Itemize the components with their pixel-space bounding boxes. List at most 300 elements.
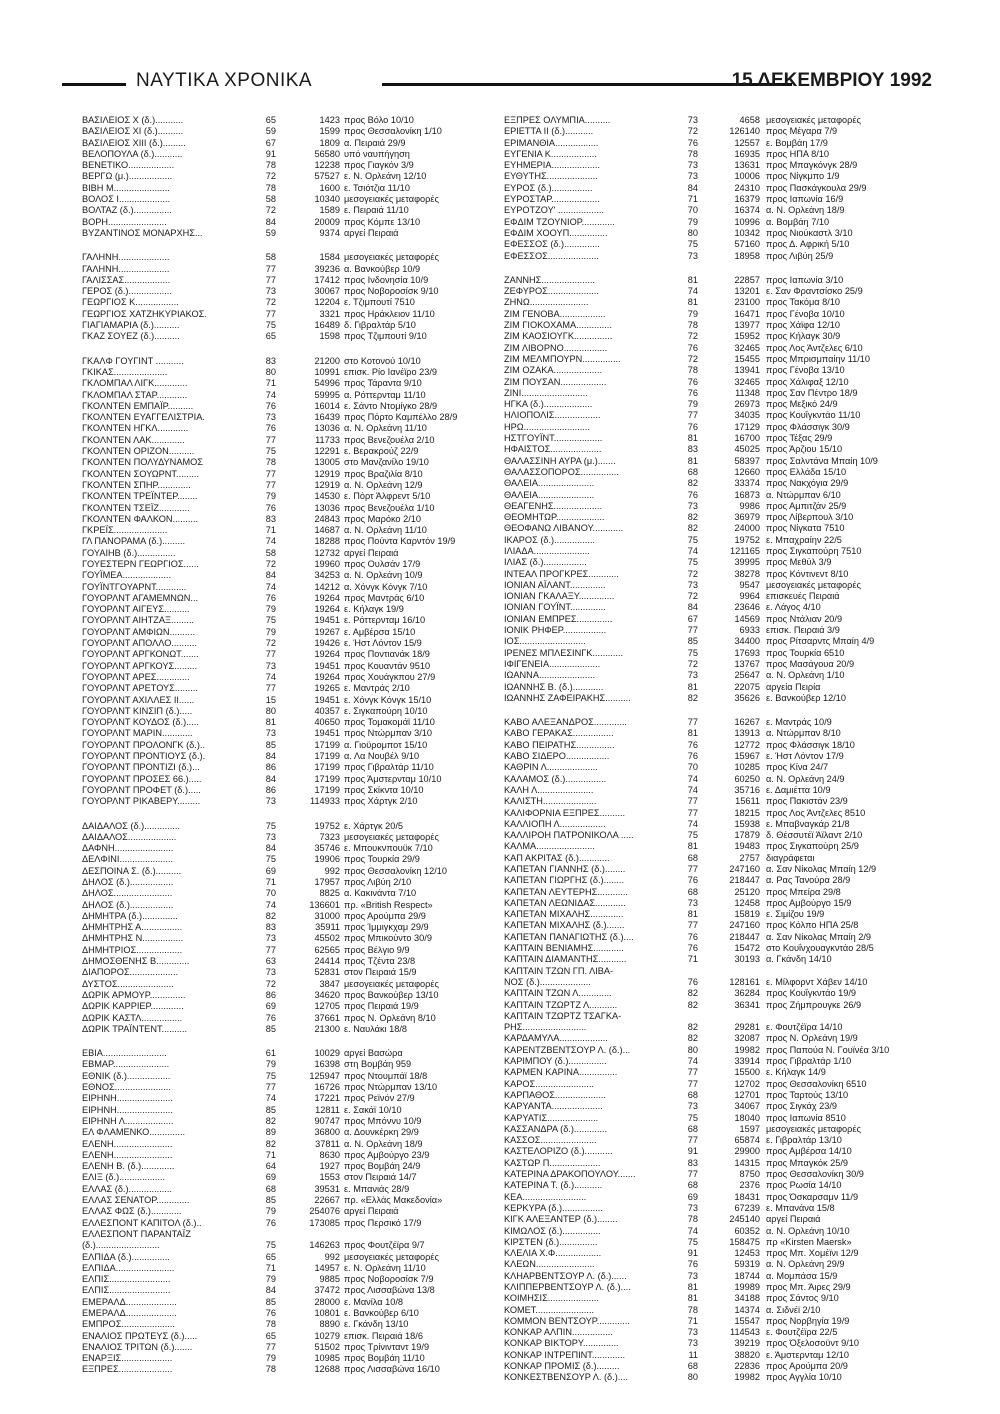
build-year: 71 bbox=[265, 877, 276, 887]
build-year: 71 bbox=[265, 378, 276, 389]
ship-name: ΚΟΙΜΗΣΙΣ.................... bbox=[504, 1293, 599, 1304]
build-year: 74 bbox=[687, 784, 698, 795]
ship-status: προς Ν. Ορλεάνη 19/9 bbox=[766, 1033, 858, 1044]
ship-status: ε. Χάρτγκ 20/5 bbox=[344, 820, 403, 831]
build-year: 84 bbox=[687, 182, 698, 193]
tonnage: 65874 bbox=[734, 1135, 760, 1146]
ship-name: ΚΑΠΤΑΙΝ ΤΖΩΝ Λ............. bbox=[504, 988, 612, 999]
ship-name: ΚΑΡΔΑΜΥΛΑ................... bbox=[504, 1033, 608, 1044]
ship-name: ΚΟΜΕΤ....................... bbox=[504, 1304, 595, 1315]
tonnage: 15455 bbox=[734, 353, 760, 364]
ship-status: ε. Βερακρούζ 22/9 bbox=[344, 446, 419, 457]
tonnage: 10342 bbox=[734, 227, 760, 238]
ship-status: προς Γιβραλτάρ 1/10 bbox=[766, 1056, 852, 1067]
ship-status: προς Σαν Πέντρο 18/9 bbox=[766, 387, 858, 398]
tonnage: 17412 bbox=[314, 274, 340, 285]
ship-name: ΚΙΡΣΤΕΝ (δ.)............... bbox=[504, 1236, 598, 1247]
tonnage: 33374 bbox=[734, 478, 760, 489]
ship-status: ε. Χόνγκ Κόνγκ 15/10 bbox=[344, 694, 432, 705]
ship-status: προς Μπείρα 29/8 bbox=[766, 886, 841, 897]
ship-name: ΓΟΥΕΣΤΕΡΝ ΓΕΩΡΓΙΟΣ...... bbox=[82, 558, 199, 569]
ship-status: προς Νορβηγία 19/9 bbox=[766, 1315, 850, 1326]
build-year: 73 bbox=[687, 115, 698, 125]
ship-status: α. Ν. Ορλεάνη 29/9 bbox=[766, 1259, 845, 1270]
build-year: 75 bbox=[687, 239, 698, 250]
ship-name: ΚΑΛΑΜΟΣ (δ.)................ bbox=[504, 773, 607, 784]
ship-name: ΔΗΜΗΤΡΑ (δ.).............. bbox=[82, 910, 178, 921]
build-year: 77 bbox=[265, 649, 276, 660]
tonnage: 36800 bbox=[314, 1127, 340, 1138]
build-year: 82 bbox=[687, 999, 698, 1010]
tonnage: 11733 bbox=[315, 434, 340, 445]
ship-name: ΕΥΓΕΝΙΑ Κ.................. bbox=[504, 148, 597, 159]
ship-name: ΚΑΛΛΙΟΠΗ Λ.................. bbox=[504, 818, 606, 829]
build-year: 68 bbox=[687, 886, 698, 897]
tonnage: 13913 bbox=[734, 728, 760, 739]
ship-name: ΓΙΑΓΙΑΜΑΡΙΑ (δ.).......... bbox=[82, 320, 180, 331]
ship-status: πρ «Kirsten Maersk» bbox=[766, 1236, 852, 1247]
tonnage: 35626 bbox=[734, 692, 760, 703]
ship-status: προς Περσικό 17/9 bbox=[344, 1217, 422, 1228]
tonnage: 13977 bbox=[734, 320, 760, 331]
build-year: 82 bbox=[687, 1033, 698, 1044]
tonnage: 39531 bbox=[314, 1183, 340, 1194]
ship-name: ΚΑΡΥΑΤΙΣ.................... bbox=[504, 1112, 599, 1123]
ship-status: προς Ρεϊνόν 27/9 bbox=[344, 1093, 415, 1104]
tonnage: 13941 bbox=[734, 365, 760, 376]
ship-name: ΖΗΝΩ....................... bbox=[504, 297, 589, 308]
build-year: 73 bbox=[265, 831, 276, 842]
ship-status: μεσογειακές μεταφορές bbox=[766, 1123, 861, 1134]
tonnage: 34253 bbox=[314, 570, 340, 581]
tonnage: 18040 bbox=[734, 1112, 760, 1123]
ship-name: ΔΩΡΙΚ ΑΡΜΟΥΡ.............. bbox=[82, 989, 186, 1000]
tonnage: 19264 bbox=[314, 592, 340, 603]
ship-name: ΚΕΑ......................... bbox=[504, 1191, 587, 1202]
tonnage: 992 bbox=[324, 865, 340, 876]
ship-name: ΙΟΝΙΑΝ ΓΚΑΛΑΞΥ.............. bbox=[504, 591, 615, 602]
ship-status: ε. Λάγος 4/10 bbox=[766, 602, 821, 613]
build-year: 76 bbox=[687, 342, 698, 353]
tonnage: 24310 bbox=[734, 182, 760, 193]
tonnage: 39995 bbox=[734, 557, 760, 568]
ship-name: ΘΑΛΕΙΑ...................... bbox=[504, 489, 595, 500]
ship-name: ΕΙΡΗΝΗ Λ................... bbox=[82, 1115, 174, 1126]
ship-name: ΗΡΩ.......................... bbox=[504, 421, 590, 432]
ship-name: ΓΚΟΛΝΤΕΝ ΣΠΗΡ............. bbox=[82, 479, 191, 490]
ship-name: ΚΑΠΕΤΑΝ ΜΙΧΑΛΗΣ............. bbox=[504, 909, 624, 920]
ship-name: ΚΑΛΙΣΤΗ..................... bbox=[504, 796, 597, 807]
ship-name: ΚΑΠΕΤΑΝ ΛΕΥΤΕΡΗΣ............ bbox=[504, 886, 628, 897]
tonnage: 114933 bbox=[310, 796, 340, 807]
build-year: 72 bbox=[687, 126, 698, 137]
tonnage: 60250 bbox=[734, 773, 760, 784]
tonnage: 51502 bbox=[314, 1341, 340, 1352]
ship-status: προς Άμστερνταμ 10/10 bbox=[344, 773, 442, 784]
build-year: 65 bbox=[265, 1330, 276, 1341]
ship-status: προς Θεσσαλονίκη 12/10 bbox=[344, 865, 447, 876]
ship-name: ΕΒΙΑ......................... bbox=[82, 1048, 167, 1059]
ship-name: ΓΚΟΛΝΤΕΝ ΗΓΚΛ............ bbox=[82, 423, 189, 434]
ship-status: μεσογειακές μεταφορές bbox=[344, 831, 439, 842]
build-year: 71 bbox=[687, 1315, 698, 1326]
build-year: 84 bbox=[265, 216, 276, 227]
tonnage: 15938 bbox=[734, 818, 760, 829]
build-year: 71 bbox=[687, 194, 698, 205]
ship-status: ε. Σαν Φραντσίσκο 25/9 bbox=[766, 286, 863, 297]
ship-status: προς Ντουμπάϊ 18/8 bbox=[344, 1070, 428, 1081]
build-year: 76 bbox=[687, 931, 698, 942]
ship-name: ΚΑΠΕΤΑΝ ΜΙΧΑΛΗΣ (δ.)....... bbox=[504, 920, 625, 931]
ship-name: ΔΩΡΙΚ ΤΡΑΪΝΤΕΝΤ.......... bbox=[82, 1023, 188, 1034]
tonnage: 19982 bbox=[734, 1372, 760, 1383]
build-year: 67 bbox=[687, 613, 698, 624]
ship-status: προς Τάραντα 9/10 bbox=[344, 378, 422, 389]
tonnage: 19906 bbox=[314, 854, 340, 865]
ship-status: προς Μπρισμπαίην 11/10 bbox=[766, 353, 871, 364]
ship-status: πρ. «British Respect» bbox=[344, 899, 433, 910]
build-year: 75 bbox=[687, 1236, 698, 1247]
build-year: 77 bbox=[265, 944, 276, 955]
build-year: 82 bbox=[265, 1138, 276, 1149]
ship-name: ΙΚΑΡΟΣ (δ.)................ bbox=[504, 534, 595, 545]
ship-name: ΓΟΥΟΡΛΝΤ ΑΡΓΚΟΥΣ......... bbox=[82, 660, 198, 671]
tonnage: 19426 bbox=[314, 638, 340, 649]
tonnage: 60352 bbox=[734, 1225, 760, 1236]
build-year: 70 bbox=[687, 205, 698, 216]
tonnage: 25120 bbox=[734, 886, 760, 897]
ship-status: α. Μομπάσα 15/9 bbox=[766, 1270, 838, 1281]
ship-status: α. Σαν Νίκολας Μπαίη 12/9 bbox=[766, 864, 877, 874]
ship-status: προς Πούντα Καρντόν 19/9 bbox=[344, 536, 456, 547]
tonnage: 38278 bbox=[734, 568, 760, 579]
tonnage: 34400 bbox=[734, 636, 760, 647]
ship-status: προς Μέγαρα 7/9 bbox=[766, 126, 838, 137]
build-year: 65 bbox=[265, 115, 276, 125]
build-year: 74 bbox=[265, 536, 276, 547]
ship-name: ΖΙΜ ΚΑΟΣΙΟΥΓΚ............... bbox=[504, 331, 613, 342]
ship-status: μεσογειακές μεταφορές bbox=[344, 252, 439, 263]
tonnage: 19960 bbox=[314, 558, 340, 569]
ship-name: ΔΗΜΟΣΘΕΝΗΣ Β............. bbox=[82, 956, 190, 967]
ship-name: ΚΛΗΑΡΒΕΝΤΣΟΥΡ Λ. (δ.)...... bbox=[504, 1270, 627, 1281]
build-year: 73 bbox=[687, 160, 698, 171]
tonnage: 17221 bbox=[314, 1093, 340, 1104]
build-year: 69 bbox=[687, 1191, 698, 1202]
ship-name: ΓΚΛΟΜΠΑΛ ΣΤΑΡ............ bbox=[82, 389, 188, 400]
build-year: 78 bbox=[687, 365, 698, 376]
build-year: 72 bbox=[265, 978, 276, 989]
tonnage: 21300 bbox=[314, 1023, 340, 1034]
tonnage: 18288 bbox=[314, 536, 340, 547]
ship-name: ΕΦΔΙΜ ΤΖΟΥΝΙΟΡ............. bbox=[504, 216, 615, 227]
tonnage: 16726 bbox=[314, 1082, 340, 1093]
ship-name: ΕΛΠΙΣ........................ bbox=[82, 1274, 171, 1285]
ship-status: ε. Γκάνδη 13/10 bbox=[344, 1319, 409, 1330]
ship-name: ΕΥΗΜΕΡΙΑ................... bbox=[504, 160, 600, 171]
ship-name: ΚΑΒΟ ΓΕΡΑΚΑΣ................ bbox=[504, 728, 614, 739]
tonnage: 3847 bbox=[319, 978, 340, 989]
build-year: 77 bbox=[687, 1067, 698, 1078]
build-year: 74 bbox=[265, 899, 276, 910]
ship-status: προς Κίνα 24/7 bbox=[766, 762, 829, 773]
build-year: 76 bbox=[687, 376, 698, 387]
ship-status: ε. Μπαβναγκάρ 21/8 bbox=[766, 818, 850, 829]
build-year: 85 bbox=[265, 739, 276, 750]
tonnage: 136601 bbox=[309, 899, 340, 910]
ship-status: επισκ. Πειραιά 3/9 bbox=[766, 625, 840, 636]
ship-name: ΚΕΡΚΥΡΑ (δ.)................ bbox=[504, 1202, 603, 1213]
tonnage: 247160 bbox=[729, 864, 760, 874]
build-year: 91 bbox=[265, 148, 276, 159]
build-year: 72 bbox=[265, 558, 276, 569]
ship-name: ΕΛΕΝΗ....................... bbox=[82, 1138, 173, 1149]
ship-name: ΓΟΥΟΡΛΝΤ ΑΠΟΛΛΟ.......... bbox=[82, 638, 197, 649]
tonnage: 19989 bbox=[734, 1281, 760, 1292]
build-year: 65 bbox=[265, 1251, 276, 1262]
build-year: 67 bbox=[265, 137, 276, 148]
build-year: 81 bbox=[687, 1281, 698, 1292]
tonnage: 21200 bbox=[314, 355, 340, 366]
build-year: 72 bbox=[265, 638, 276, 649]
ship-name: ΕΛΙΞ (δ.).................. bbox=[82, 1172, 166, 1183]
ship-name: ΚΑΒΟ ΑΛΕΞΑΝΔΡΟΣ............. bbox=[504, 717, 627, 728]
build-year: 79 bbox=[265, 604, 276, 615]
ship-status: προς Σάντος 9/10 bbox=[766, 1293, 839, 1304]
ship-status: προς Όσκαρσαμν 11/9 bbox=[766, 1191, 859, 1202]
ship-status: προς Θεσσαλονίκη 30/9 bbox=[766, 1169, 864, 1180]
build-year: 78 bbox=[265, 1364, 276, 1375]
build-year: 15 bbox=[265, 694, 276, 705]
ship-name: ΚΑΛΗ Λ...................... bbox=[504, 784, 594, 795]
tonnage: 218447 bbox=[729, 875, 760, 886]
ship-status: μεσογειακές μεταφορές bbox=[766, 579, 861, 590]
build-year: 75 bbox=[687, 830, 698, 841]
build-year: 68 bbox=[687, 466, 698, 477]
tonnage: 62565 bbox=[314, 944, 340, 955]
tonnage: 10985 bbox=[314, 1353, 340, 1364]
ship-status: προς Αμπιτζάν 25/9 bbox=[766, 500, 847, 511]
tonnage: 1598 bbox=[319, 331, 340, 342]
ship-status: προς Μαρόκο 2/10 bbox=[344, 513, 421, 524]
ship-name: ΓΟΥΟΡΛΝΤ ΠΡΟΝΤΙΟΥΣ (δ.). bbox=[82, 751, 206, 762]
ship-name: ΙΟΝΙΚ ΡΗΦΕΡ................. bbox=[504, 625, 607, 636]
ship-name: ΚΛΕΩΝ....................... bbox=[504, 1259, 595, 1270]
ship-status: προς Βέλγιο 9/9 bbox=[344, 944, 410, 955]
ship-name: ΓΟΥΟΡΛΝΤ ΑΡΕΣ............. bbox=[82, 671, 190, 682]
ship-status: αργεί Πειραιά bbox=[344, 227, 399, 238]
ship-status: α. Ρας Τανούρα 28/9 bbox=[766, 875, 851, 886]
tonnage: 12660 bbox=[734, 466, 760, 477]
build-year: 74 bbox=[687, 818, 698, 829]
tonnage: 18958 bbox=[734, 250, 760, 261]
tonnage: 1553 bbox=[319, 1172, 340, 1183]
tonnage: 23646 bbox=[734, 602, 760, 613]
tonnage: 37811 bbox=[315, 1138, 340, 1149]
ship-status: προς Φλάσσιγκ 18/10 bbox=[766, 739, 855, 750]
build-year: 72 bbox=[265, 205, 276, 216]
build-year: 77 bbox=[265, 1082, 276, 1093]
ship-name: ΗΓΚΑ (δ.)................... bbox=[504, 399, 593, 410]
ship-status: α. Λα Νουβέλ 9/10 bbox=[344, 751, 420, 762]
build-year: 79 bbox=[265, 626, 276, 637]
build-year: 68 bbox=[687, 1123, 698, 1134]
ship-status: προς Ιαπωνία 3/10 bbox=[766, 274, 844, 285]
ship-status: προς Πόρτο Καμπέλλο 28/9 bbox=[344, 412, 458, 423]
ship-status: ε. Μπανιάς 28/9 bbox=[344, 1183, 410, 1194]
ship-status: προς Ρίτσαρντς Μπαίη 4/9 bbox=[766, 636, 875, 647]
ship-status: προς Μασάγουα 20/9 bbox=[766, 658, 855, 669]
build-year: 75 bbox=[265, 854, 276, 865]
build-year: 76 bbox=[687, 137, 698, 148]
tonnage: 13036 bbox=[314, 502, 340, 513]
ship-name: ΓΚΑΛΦ ΓΟΥΓΙΝΤ ........... bbox=[82, 355, 184, 366]
tonnage: 59319 bbox=[734, 1259, 760, 1270]
ship-name: ΚΑΘΡΙΝ Λ.................... bbox=[504, 762, 598, 773]
ship-name: ΚΑΡΠΑΘΟΣ.................... bbox=[504, 1089, 606, 1100]
build-year: 76 bbox=[687, 387, 698, 398]
build-year: 68 bbox=[687, 1089, 698, 1100]
ship-name: ΒΥΖΑΝΤΙΝΟΣ ΜΟΝΑΡΧΗΣ... bbox=[82, 227, 203, 238]
ship-name: ΓΚΛΟΜΠΑΛ ΛΙΓΚ............. bbox=[82, 378, 188, 389]
ship-name: ΚΑΠΤΑΙΝ ΤΖΩΡΤΖ ΤΣΑΓΚΑ- bbox=[504, 1010, 622, 1021]
build-year: 81 bbox=[687, 433, 698, 444]
build-year: 78 bbox=[265, 457, 276, 468]
build-year: 77 bbox=[265, 263, 276, 274]
ship-name: ΕΘΝΙΚ (δ.)................. bbox=[82, 1070, 171, 1081]
ship-name: ΙΡΕΝΕΣ ΜΠΛΕΣΙΝΓΚ............ bbox=[504, 647, 624, 658]
build-year: 78 bbox=[687, 1214, 698, 1225]
build-year: 77 bbox=[687, 1135, 698, 1146]
build-year: 77 bbox=[687, 1078, 698, 1089]
tonnage: 29281 bbox=[734, 1022, 760, 1033]
tonnage: 15952 bbox=[734, 331, 760, 342]
ship-name: ΚΑΤΕΡΙΝΑ Τ. (δ.)........... bbox=[504, 1180, 603, 1191]
build-year: 76 bbox=[265, 1217, 276, 1228]
ship-status: προς Σιγκάχ 23/9 bbox=[766, 1101, 838, 1112]
ship-name: ΚΑΤΕΡΙΝΑ ΔΡΑΚΟΠΟΥΛΟΥ....... bbox=[504, 1169, 636, 1180]
ship-name: ΙΝΤΕΑΛ ΠΡΟΓΚΡΕΣ............ bbox=[504, 568, 619, 579]
ship-status: προς Ηράκλειον 11/10 bbox=[344, 308, 435, 319]
ship-status: ε. Μίλφορντ Χάβεν 14/10 bbox=[766, 976, 868, 987]
ship-name: ΓΟΥΟΡΛΝΤ ΑΙΓΕΥΣ.......... bbox=[82, 604, 190, 615]
ship-name: ΓΟΥΟΡΛΝΤ ΑΜΦΙΩΝ.......... bbox=[82, 626, 196, 637]
tonnage: 34035 bbox=[734, 410, 760, 421]
build-year: 69 bbox=[265, 865, 276, 876]
build-year: 73 bbox=[265, 967, 276, 978]
ship-name: ΔΩΡΙΚ ΚΑΣΤΛ................ bbox=[82, 1012, 183, 1023]
tonnage: 14687 bbox=[314, 525, 340, 536]
ship-name: ΚΟΜΜΟΝ ΒΕΝΤΣΟΥΡ............. bbox=[504, 1315, 630, 1326]
ship-name: ΓΟΥΪΜΕΑ................... bbox=[82, 570, 171, 581]
build-year: 81 bbox=[687, 455, 698, 466]
tonnage: 19451 bbox=[314, 660, 340, 671]
ship-name: ΕΛΛΑΣ (δ.)................. bbox=[82, 1183, 172, 1194]
tonnage: 12919 bbox=[314, 479, 340, 490]
tonnage: 19451 bbox=[314, 728, 340, 739]
tonnage: 22857 bbox=[734, 274, 760, 285]
build-year: 76 bbox=[687, 421, 698, 432]
ship-name: ΓΟΥΟΡΛΝΤ ΑΡΕΤΟΥΣ......... bbox=[82, 683, 198, 694]
ship-status: προς Ίμμιγκχαμ 29/9 bbox=[344, 922, 429, 933]
ship-status: ε. Αμβέρσα 15/10 bbox=[344, 626, 416, 637]
ship-status: προς Πειραιά 19/9 bbox=[344, 1001, 419, 1012]
build-year: 68 bbox=[687, 1180, 698, 1191]
tonnage: 12701 bbox=[734, 1089, 760, 1100]
ship-status: ε. Ρόττερνταμ 16/10 bbox=[344, 615, 426, 626]
ship-name: ΕΞΠΡΕΣ..................... bbox=[82, 1364, 173, 1375]
ship-name: ΕΛ ΦΛΑΜΕΝΚΟ.............. bbox=[82, 1127, 186, 1138]
tonnage: 30193 bbox=[734, 954, 760, 965]
ship-status: προς Μπικούντο 30/9 bbox=[344, 933, 432, 944]
tonnage: 10991 bbox=[314, 366, 340, 377]
tonnage: 12291 bbox=[314, 446, 340, 457]
tonnage: 1584 bbox=[319, 252, 340, 263]
ship-status: στο Μανζανίλο 19/10 bbox=[344, 457, 429, 468]
ship-name: ΓΚΟΛΝΤΕΝ ΣΟΥΩΡΝΤ......... bbox=[82, 468, 200, 479]
tonnage: 1600 bbox=[319, 182, 340, 193]
build-year: 77 bbox=[265, 1341, 276, 1352]
ship-name: ΚΑΠΤΑΙΝ ΔΙΑΜΑΝΤΗΣ........... bbox=[504, 954, 627, 965]
ship-name: ΚΑΛΙΦΟΡΝΙΑ ΕΞΠΡΕΣ.......... bbox=[504, 807, 626, 818]
tonnage: 15500 bbox=[734, 1067, 760, 1078]
build-year: 78 bbox=[687, 148, 698, 159]
build-year: 64 bbox=[265, 1161, 276, 1172]
build-year: 79 bbox=[265, 1206, 276, 1217]
build-year: 59 bbox=[265, 227, 276, 238]
ship-name: ΙΩΑΝΝΗΣ Β. (δ.)............ bbox=[504, 681, 604, 692]
tonnage: 39219 bbox=[734, 1338, 760, 1349]
tonnage: 13201 bbox=[734, 286, 760, 297]
tonnage: 13036 bbox=[314, 423, 340, 434]
tonnage: 22075 bbox=[734, 681, 760, 692]
ship-name: ΙΛΙΑΔΑ...................... bbox=[504, 545, 590, 556]
ship-status: προς Όξελοσοϋντ 9/10 bbox=[766, 1338, 860, 1349]
build-year: 74 bbox=[265, 581, 276, 592]
ship-status: προς Γιαγκόν 3/9 bbox=[344, 160, 414, 171]
ship-name: ΒΕΝΕΤΙΚΟ.................. bbox=[82, 160, 175, 171]
tonnage: 28000 bbox=[314, 1296, 340, 1307]
ship-status: προς Νακχόγια 29/9 bbox=[766, 478, 849, 489]
build-year: 74 bbox=[687, 773, 698, 784]
tonnage: 24000 bbox=[734, 523, 760, 534]
build-year: 65 bbox=[265, 331, 276, 342]
tonnage: 10279 bbox=[314, 1330, 340, 1341]
tonnage: 52831 bbox=[314, 967, 340, 978]
ship-status: προς Λιβύη 2/10 bbox=[344, 877, 412, 887]
build-year: 73 bbox=[687, 171, 698, 182]
build-year: 85 bbox=[265, 1104, 276, 1115]
ship-status: προς Ντάλιαν 20/9 bbox=[766, 613, 843, 624]
ship-name: ΚΟΝΚΑΡ ΒΙΚΤΟΡΥ.............. bbox=[504, 1338, 619, 1349]
tonnage: 35716 bbox=[734, 784, 760, 795]
ship-status: προς Ελλάδα 15/10 bbox=[766, 466, 847, 477]
ship-status: α. Πειραιά 29/9 bbox=[344, 137, 406, 148]
ship-status: α. Ν. Ορλεάνη 12/9 bbox=[344, 479, 423, 490]
ship-status: ε. Φουτζέϊρα 22/5 bbox=[766, 1327, 838, 1338]
build-year: 81 bbox=[687, 1293, 698, 1304]
build-year: 75 bbox=[265, 320, 276, 331]
ship-status: δ. Θέσσυτέϊ Άϊλαντ 2/10 bbox=[766, 830, 863, 841]
tonnage: 36979 bbox=[734, 512, 760, 523]
ship-name: ΒΙΒΗ Μ...................... bbox=[82, 182, 170, 193]
build-year: 81 bbox=[687, 909, 698, 920]
tonnage: 23100 bbox=[734, 297, 760, 308]
ship-status: ε. Τζιμπουτί 7510 bbox=[344, 297, 415, 308]
ship-name: ΙΟΝΙΑΝ ΓΟΥΪΝΤ.............. bbox=[504, 602, 606, 613]
ship-name: ΕΡΙΜΑΝΘΙΑ................. bbox=[504, 137, 599, 148]
tonnage: 14569 bbox=[734, 613, 760, 624]
